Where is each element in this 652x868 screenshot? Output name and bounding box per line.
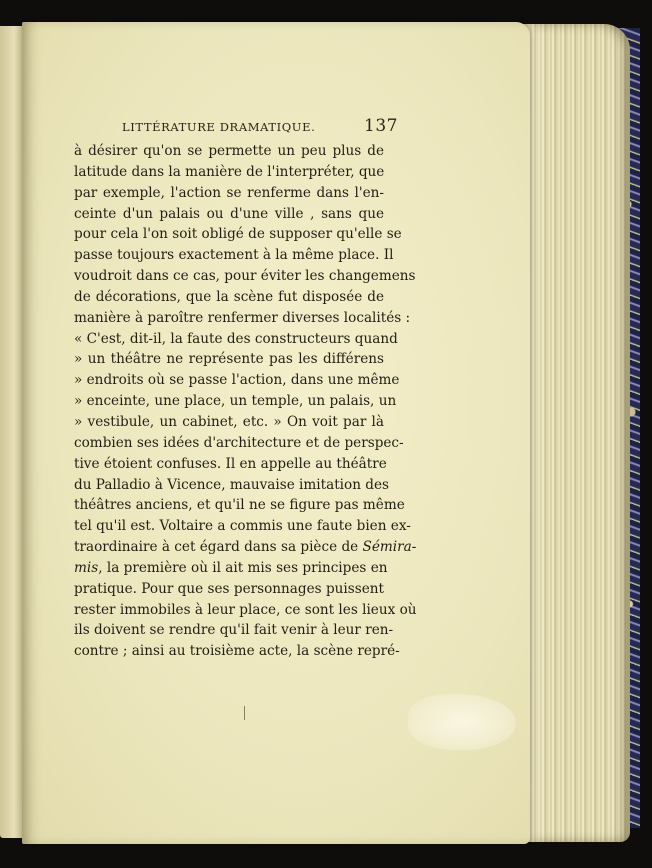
text-line-with-italic bbox=[74, 537, 417, 558]
text-line: pour cela l'on soit obligé de supposer qu'elle se bbox=[74, 226, 402, 243]
page-number: 137 bbox=[364, 116, 398, 136]
text-line: latitude dans la manière de l'interpréter, que bbox=[74, 163, 385, 180]
text-line: tive étoient confuses. Il en appelle au théâtre bbox=[74, 455, 387, 472]
text-line: » enceinte, une place, un temple, un palais, un bbox=[74, 393, 397, 410]
text-line: théâtres anciens, et qu'il ne se figure pas même bbox=[74, 497, 405, 514]
text-line: passe toujours exactement à la même place. Il bbox=[74, 247, 394, 264]
page-body-text bbox=[74, 141, 417, 662]
text-line: voudroit dans ce cas, pour éviter les changemens bbox=[74, 268, 416, 285]
pencil-mark bbox=[244, 706, 245, 720]
text-line-with-italic bbox=[74, 558, 388, 579]
text-fragment: traordinaire à cet égard dans sa pièce de bbox=[74, 539, 359, 556]
italic-title-fragment: Sémira- bbox=[362, 539, 417, 556]
text-line: par exemple, l'action se renferme dans l'en- bbox=[74, 184, 384, 201]
text-line: rester immobiles à leur place, ce sont les lieux où bbox=[74, 601, 417, 618]
text-line: manière à paroître renfermer diverses localités : bbox=[74, 309, 411, 326]
running-head-title: LITTÉRATURE DRAMATIQUE. bbox=[122, 120, 316, 134]
text-line: » endroits où se passe l'action, dans une même bbox=[74, 372, 400, 389]
text-line: de décorations, que la scène fut disposée de bbox=[74, 288, 384, 305]
text-line: du Palladio à Vicence, mauvaise imitation des bbox=[74, 476, 390, 493]
italic-title-fragment: mis bbox=[74, 559, 99, 576]
text-line: ceinte d'un palais ou d'une ville , sans que bbox=[74, 205, 384, 222]
text-line: contre ; ainsi au troisième acte, la scène repré- bbox=[74, 643, 400, 660]
text-line: » un théâtre ne représente pas les différens bbox=[74, 351, 384, 368]
text-line: à désirer qu'on se permette un peu plus de bbox=[74, 143, 384, 159]
text-line: « C'est, dit-il, la faute des constructeurs quand bbox=[74, 330, 398, 347]
running-head bbox=[118, 116, 398, 136]
paper-stain bbox=[408, 694, 516, 750]
text-line: ils doivent se rendre qu'il fait venir à leur ren- bbox=[74, 622, 394, 639]
left-facing-page bbox=[0, 26, 24, 838]
text-line: tel qu'il est. Voltaire a commis une faute bien ex- bbox=[74, 518, 411, 535]
text-line: » vestibule, un cabinet, etc. » On voit par là bbox=[74, 413, 384, 430]
text-line: pratique. Pour que ses personnages puissent bbox=[74, 580, 384, 597]
text-line: combien ses idées d'architecture et de perspec- bbox=[74, 434, 404, 451]
text-fragment: , la première où il ait mis ses principes en bbox=[98, 559, 388, 576]
